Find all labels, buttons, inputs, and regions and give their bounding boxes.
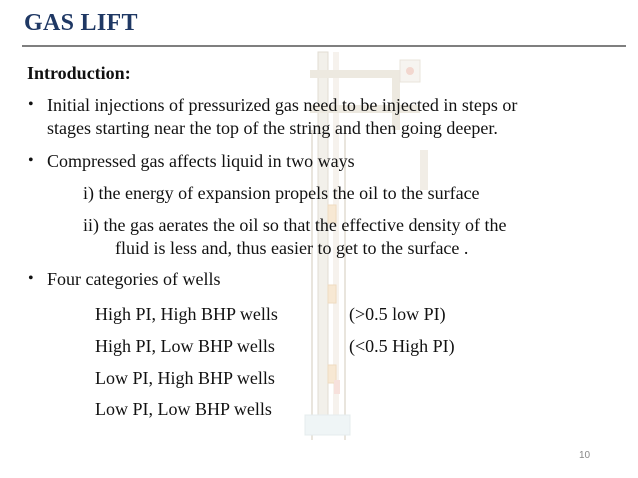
subpoint-i: i) the energy of expansion propels the oil to the surface xyxy=(83,183,480,203)
slide-title: GAS LIFT xyxy=(24,10,138,36)
bullet-1-line-2: stages starting near the top of the string and then going deeper. xyxy=(47,118,498,138)
well-category-3: Low PI, High BHP wells xyxy=(95,368,275,388)
bullet-3-line-1: Four categories of wells xyxy=(47,269,221,289)
bullet-1-line-1: Initial injections of pressurized gas need to be injected in steps or xyxy=(47,95,518,115)
well-category-1-note: (>0.5 low PI) xyxy=(349,304,446,324)
subpoint-ii-line-1: ii) the gas aerates the oil so that the effective density of the xyxy=(83,215,507,235)
bullet-dot: • xyxy=(28,152,34,169)
well-category-2: High PI, Low BHP wells xyxy=(95,336,275,356)
subpoint-ii-line-2: fluid is less and, thus easier to get to the surface . xyxy=(115,238,469,258)
bullet-dot: • xyxy=(28,270,34,287)
bullet-2-line-1: Compressed gas affects liquid in two ways xyxy=(47,151,355,171)
section-heading: Introduction: xyxy=(27,63,131,83)
well-category-1: High PI, High BHP wells xyxy=(95,304,278,324)
bullet-dot: • xyxy=(28,96,34,113)
well-category-4: Low PI, Low BHP wells xyxy=(95,399,272,419)
page-number: 10 xyxy=(579,450,591,461)
well-category-2-note: (<0.5 High PI) xyxy=(349,336,455,356)
